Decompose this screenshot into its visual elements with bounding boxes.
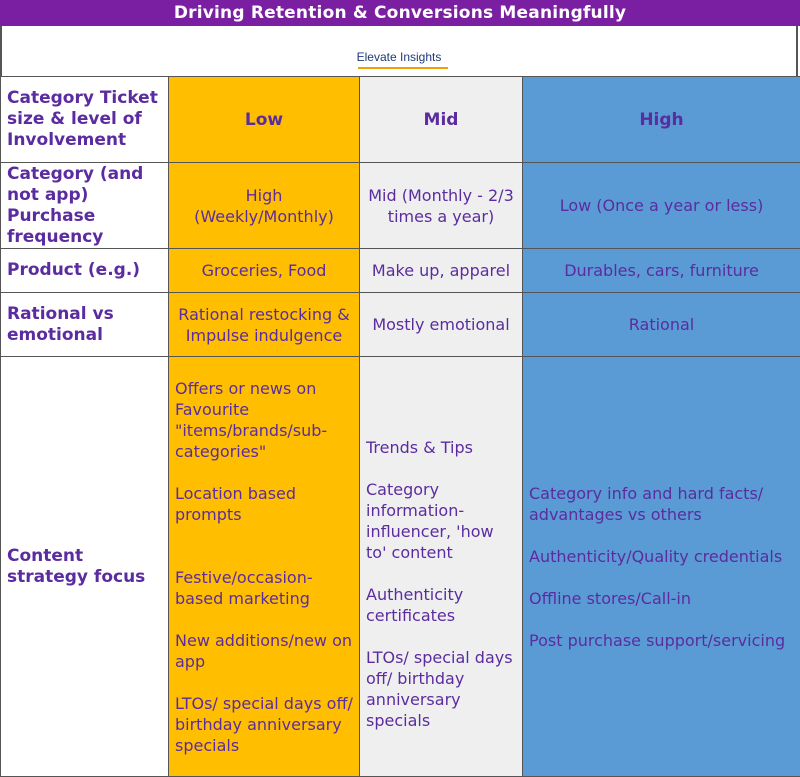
row-label: Category (and not app) Purchase frequency [1,163,169,249]
table-row [1,293,800,357]
list-item: New additions/new on app [175,630,353,672]
content-low-list [169,357,360,777]
table-row [1,249,800,293]
header-high: High [523,77,800,163]
comparison-table [0,76,800,777]
brand-logo-text: Elevate Insights [2,50,796,64]
content-mid-list [360,357,523,777]
page-title: Driving Retention & Conversions Meaningfully [0,0,800,26]
cell-mid: Mostly emotional [360,293,523,357]
cell-high: Durables, cars, furniture [523,249,800,293]
list-item: Offers or news on Favourite "items/brands/sub-categories" [175,378,353,462]
list-item: Category information- influencer, 'how to' content [366,479,516,563]
list-item: Category info and hard facts/ advantages vs others [529,483,794,525]
cell-low: High (Weekly/Monthly) [169,163,360,249]
list-item: Authenticity/Quality credentials [529,546,794,567]
cell-low: Groceries, Food [169,249,360,293]
row-label: Product (e.g.) [1,249,169,293]
header-mid: Mid [360,77,523,163]
content-high-list [523,357,800,777]
brand-underline [358,67,448,69]
cell-mid: Make up, apparel [360,249,523,293]
table-row [1,163,800,249]
row-label: Rational vs emotional [1,293,169,357]
list-item: Location based prompts [175,483,353,525]
row-label: Content strategy focus [1,357,169,777]
list-item: Offline stores/Call-in [529,588,794,609]
header-low: Low [169,77,360,163]
table-row [1,77,800,163]
cell-high: Low (Once a year or less) [523,163,800,249]
cell-low: Rational restocking & Impulse indulgence [169,293,360,357]
cell-mid: Mid (Monthly - 2/3 times a year) [360,163,523,249]
list-item: Post purchase support/servicing [529,630,794,651]
row-label: Category Ticket size & level of Involvement [1,77,169,163]
cell-high: Rational [523,293,800,357]
list-item: Authenticity certificates [366,584,516,626]
list-item: Festive/occasion-based marketing [175,567,353,609]
brand-area [0,26,798,76]
table-row [1,357,800,777]
list-item: Trends & Tips [366,437,516,458]
list-item: LTOs/ special days off/ birthday anniversary specials [366,647,516,731]
list-item: LTOs/ special days off/ birthday anniversary specials [175,693,353,756]
